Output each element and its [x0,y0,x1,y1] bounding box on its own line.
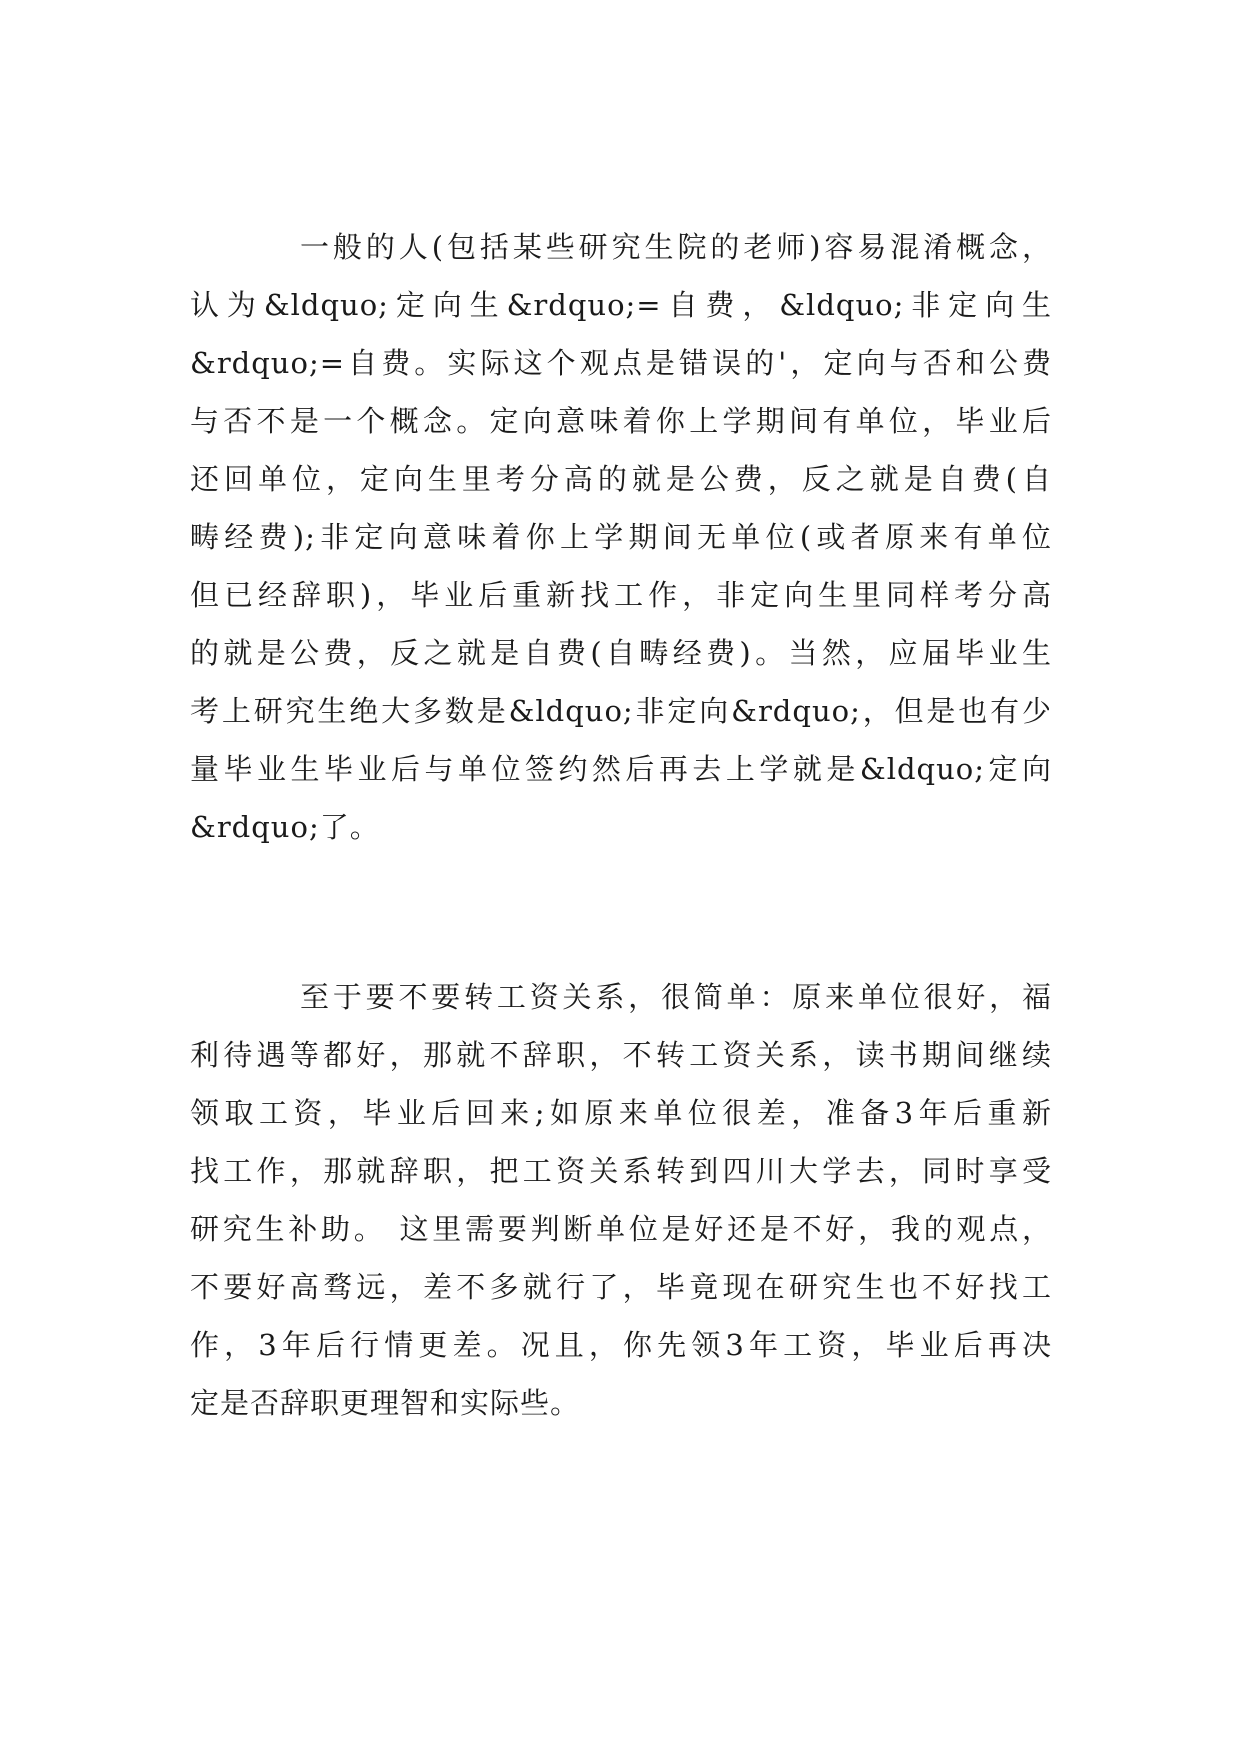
text-line: 认为&ldquo;定向生&rdquo;=自费，&ldquo;非定向生 [190,288,1052,322]
text-line: 量毕业生毕业后与单位签约然后再去上学就是&ldquo;定向 [190,752,1052,786]
text-line: 研究生补助。 这里需要判断单位是好还是不好，我的观点， [190,1212,1052,1246]
text-line: 一般的人(包括某些研究生院的老师)容易混淆概念， [300,230,1052,264]
paragraph-2 [190,968,1052,1432]
text-line: 领取工资，毕业后回来;如原来单位很差，准备3年后重新 [190,1096,1052,1130]
text-line: 利待遇等都好，那就不辞职，不转工资关系，读书期间继续 [190,1038,1052,1072]
text-line: 但已经辞职)，毕业后重新找工作，非定向生里同样考分高 [190,578,1052,612]
text-line: &rdquo;=自费。实际这个观点是错误的'，定向与否和公费 [190,346,1052,380]
text-line: 考上研究生绝大多数是&ldquo;非定向&rdquo;，但是也有少 [190,694,1052,728]
text-line: 还回单位，定向生里考分高的就是公费，反之就是自费(自 [190,462,1052,496]
paragraph-1 [190,218,1052,856]
text-line: 作，3年后行情更差。况且，你先领3年工资，毕业后再决 [190,1328,1052,1362]
text-line: 定是否辞职更理智和实际些。 [190,1386,581,1420]
text-line: 找工作，那就辞职，把工资关系转到四川大学去，同时享受 [190,1154,1052,1188]
text-line: 与否不是一个概念。定向意味着你上学期间有单位，毕业后 [190,404,1052,438]
text-line: 的就是公费，反之就是自费(自畴经费)。当然，应届毕业生 [190,636,1052,670]
text-line: 不要好高骛远，差不多就行了，毕竟现在研究生也不好找工 [190,1270,1052,1304]
text-line: 畴经费);非定向意味着你上学期间无单位(或者原来有单位 [190,520,1052,554]
text-line: &rdquo;了。 [190,810,380,844]
text-line: 至于要不要转工资关系，很简单：原来单位很好，福 [300,980,1052,1014]
